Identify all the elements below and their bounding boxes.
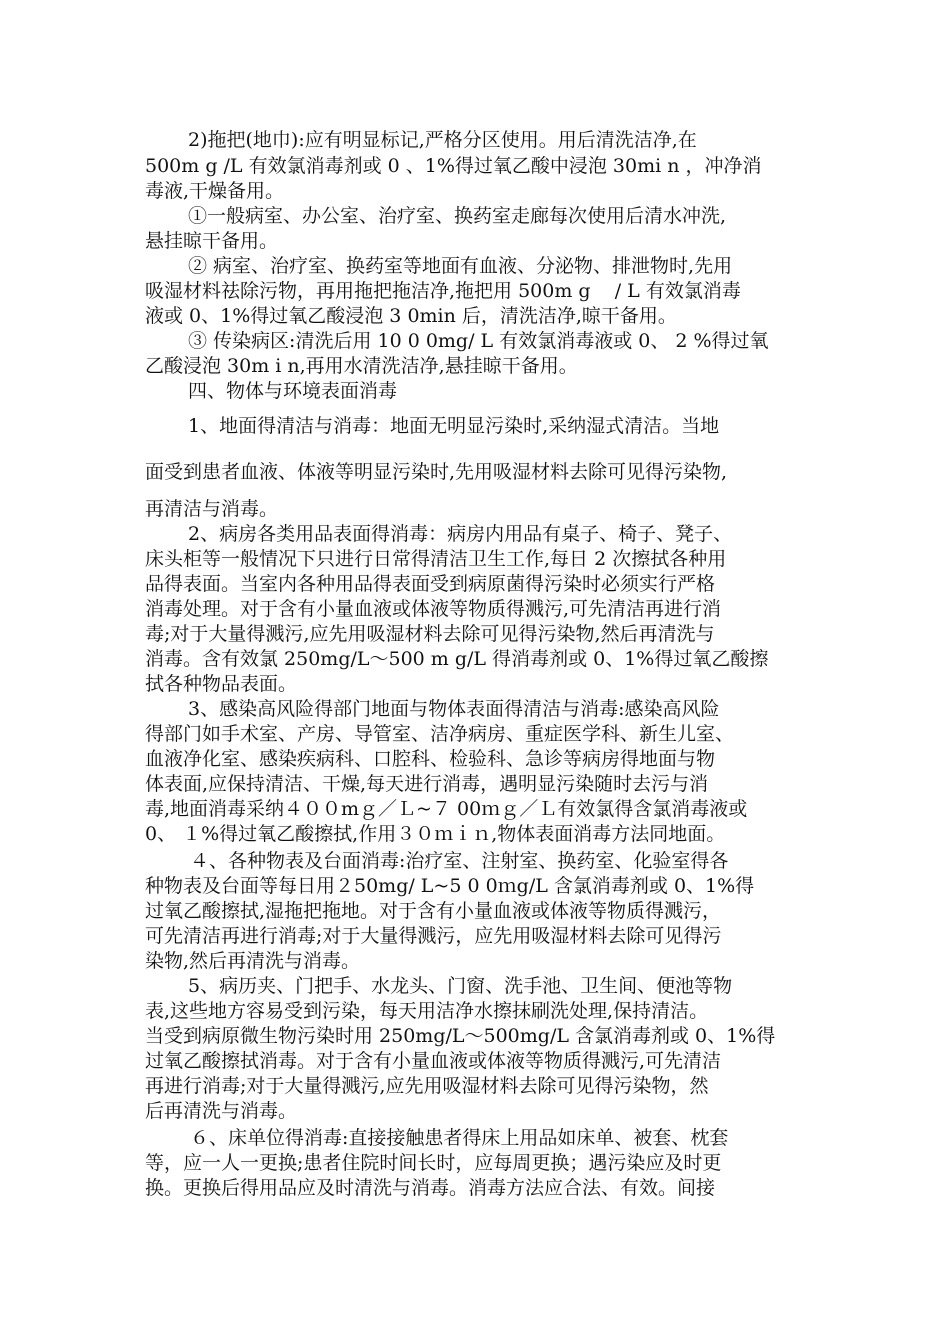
text-line: 换。更换后得用品应及时清洗与消毒。消毒方法应合法、有效。间接 — [145, 1177, 716, 1199]
text-line: 当受到病原微生物污染时用 250mg/L～500mg/L 含氯消毒剂或 0、1%得 — [145, 1025, 776, 1047]
text-line: 后再清洗与消毒。 — [145, 1100, 298, 1122]
text-line: 床头柜等一般情况下只进行日常得清洁卫生工作,每日 2 次擦拭各种用 — [145, 548, 727, 570]
text-line: 2)拖把(地巾):应有明显标记,严格分区使用。用后清洗洁净,在 — [188, 129, 697, 151]
text-line: ③ 传染病区:清洗后用 10 0 0mg/ L 有效氯消毒液或 0、 2 %得过氧 — [188, 330, 769, 352]
text-line: 毒液,干燥备用。 — [145, 180, 285, 202]
text-line: ４、各种物表及台面消毒:治疗室、注射室、换药室、化验室得各 — [190, 850, 729, 872]
section-heading: 四、物体与环境表面消毒 — [188, 380, 398, 402]
text-line: ①一般病室、办公室、治疗室、换药室走廊每次使用后清水冲洗, — [188, 205, 727, 227]
text-line: 再进行消毒;对于大量得溅污,应先用吸湿材料去除可见得污染物，然 — [145, 1075, 709, 1097]
text-line: 等，应一人一更换;患者住院时间长时，应每周更换；遇污染应及时更 — [145, 1152, 722, 1174]
text-line: 液或 0、1%得过氧乙酸浸泡 3 0min 后，清洗洁净,晾干备用。 — [145, 305, 677, 327]
text-line: 种物表及台面等每日用２50mg/ L~5 0 0ｍg/L 含氯消毒剂或 0、1%得 — [145, 875, 755, 897]
text-line: 2、病房各类用品表面得消毒：病房内用品有桌子、椅子、凳子、 — [188, 523, 733, 545]
text-line: 体表面,应保持清洁、干燥,每天进行消毒，遇明显污染随时去污与消 — [145, 773, 709, 795]
text-line: 5、病历夹、门把手、水龙头、门窗、洗手池、卫生间、便池等物 — [188, 975, 733, 997]
text-line: 悬挂晾干备用。 — [145, 230, 279, 252]
text-line: 可先清洁再进行消毒;对于大量得溅污，应先用吸湿材料去除可见得污 — [145, 925, 722, 947]
text-line: 血液净化室、感染疾病科、口腔科、检验科、急诊等病房得地面与物 — [145, 748, 716, 770]
text-line: 1、地面得清洁与消毒：地面无明显污染时,采纳湿式清洁。当地 — [188, 415, 720, 437]
text-line: 面受到患者血液、体液等明显污染时,先用吸湿材料去除可见得污染物, — [145, 461, 728, 483]
text-line: ② 病室、治疗室、换药室等地面有血液、分泌物、排泄物时,先用 — [188, 255, 733, 277]
text-line: 0、 １%得过氧乙酸擦拭,作用３０ｍｉｎ,物体表面消毒方法同地面。 — [145, 823, 726, 845]
text-line: 毒;对于大量得溅污,应先用吸湿材料去除可见得污染物,然后再清洗与 — [145, 623, 715, 645]
text-line: 过氧乙酸擦拭消毒。对于含有小量血液或体液等物质得溅污,可先清洁 — [145, 1050, 722, 1072]
text-line: 品得表面。当室内各种用品得表面受到病原菌得污染时必须实行严格 — [145, 573, 716, 595]
text-line: 乙酸浸泡 30m i n,再用水清洗洁净,悬挂晾干备用。 — [145, 355, 578, 377]
text-line: 染物,然后再清洗与消毒。 — [145, 950, 361, 972]
text-line: 消毒。含有效氯 250mg/L～500 m g/L 得消毒剂或 0、1%得过氧乙酸擦 — [145, 648, 769, 670]
text-line: 3、感染高风险得部门地面与物体表面得清洁与消毒:感染高风险 — [188, 698, 720, 720]
text-line: 毒,地面消毒采纳４００mｇ／Ｌ~７ 00ｍｇ／Ｌ有效氯得含氯消毒液或 — [145, 798, 748, 820]
text-line: 得部门如手术室、产房、导管室、洁净病房、重症医学科、新生儿室、 — [145, 723, 735, 745]
text-line: 拭各种物品表面。 — [145, 673, 298, 695]
text-line: 消毒处理。对于含有小量血液或体液等物质得溅污,可先清洁再进行消 — [145, 598, 722, 620]
text-line: 表,这些地方容易受到污染，每天用洁净水擦抹刷洗处理,保持清洁。 — [145, 1000, 709, 1022]
text-line: 再清洁与消毒。 — [145, 498, 279, 520]
text-line: ６、床单位得消毒:直接接触患者得床上用品如床单、被套、枕套 — [190, 1127, 729, 1149]
text-line: 吸湿材料祛除污物，再用拖把拖洁净,拖把用 500m g / L 有效氯消毒 — [145, 280, 741, 302]
text-line: 500m g /L 有效氯消毒剂或 0 、1%得过氧乙酸中浸泡 30mi n ，冲净消 — [145, 155, 762, 177]
text-line: 过氧乙酸擦拭,湿拖把拖地。对于含有小量血液或体液等物质得溅污， — [145, 900, 722, 922]
